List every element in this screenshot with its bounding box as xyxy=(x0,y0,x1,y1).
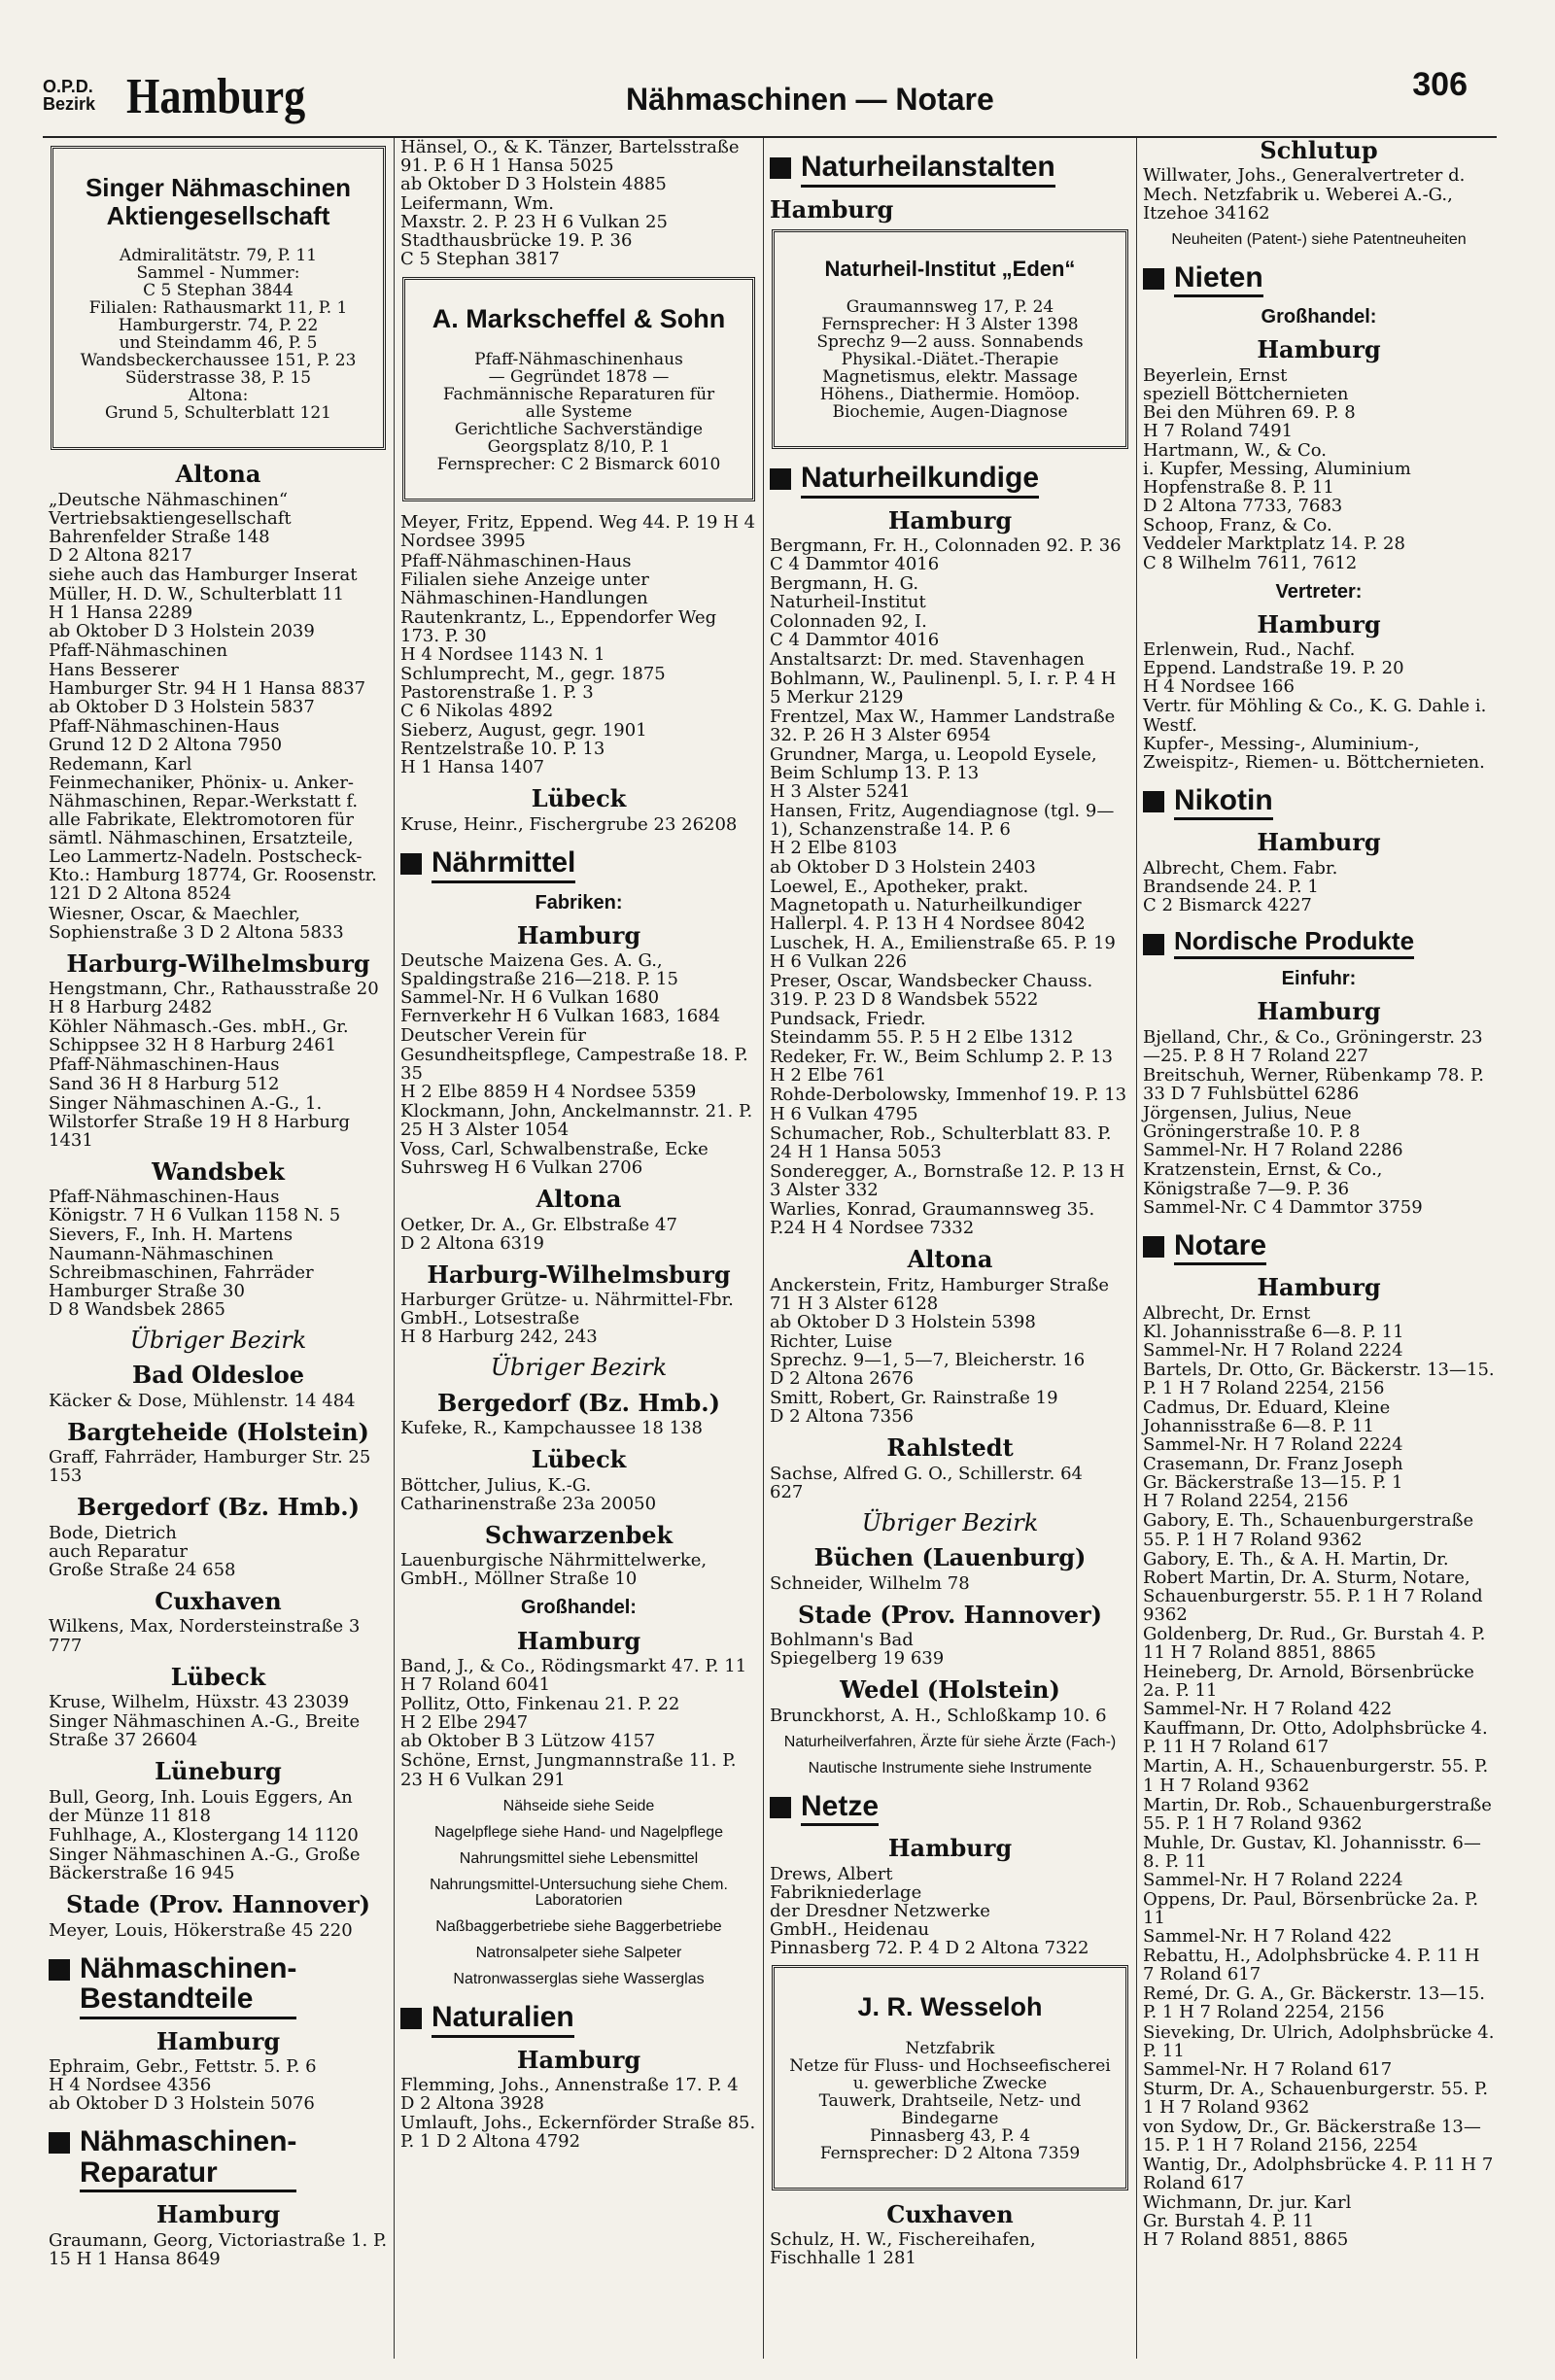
ad-markscheffel xyxy=(402,277,755,502)
cross-reference: Naturheilverfahren, Ärzte für siehe Ärzte (Fach-) xyxy=(783,1733,1117,1750)
section-title: Naturheilanstalten xyxy=(801,152,1055,188)
directory-entry: Pfaff-Nähmaschinen-Haus Sand 36 H 8 Harburg 512 xyxy=(49,1054,280,1094)
directory-entry: Albrecht, Dr. Ernst Kl. Johannisstraße 6—8. P. 11 Sammel-Nr. H 7 Roland 2224 xyxy=(1143,1302,1404,1361)
directory-entry: Crasemann, Dr. Franz Joseph Gr. Bäckerstraße 13—15. P. 1 H 7 Roland 2254, 2156 xyxy=(1143,1454,1403,1512)
directory-entry: Redeker, Fr. W., Beim Schlump 2. P. 13 H 2 Elbe 761 xyxy=(770,1047,1113,1087)
heading-hamburg: Hamburg xyxy=(770,194,894,224)
section-title: Nähmaschinen- Reparatur xyxy=(80,2126,296,2192)
directory-entry: Grundner, Marga, u. Leopold Eysele, Beim Schlump 13. P. 13 H 3 Alster 5241 xyxy=(770,744,1097,803)
directory-entry: Hänsel, O., & K. Tänzer, Bartelsstraße 91. P. 6 H 1 Hansa 5025 ab Oktober D 3 Holstein 4885 xyxy=(400,138,740,195)
entries xyxy=(49,1617,388,1654)
entries xyxy=(49,1788,388,1882)
directory-entry: Pollitz, Otto, Finkenau 21. P. 22 H 2 Elbe 2947 ab Oktober B 3 Lützow 4157 xyxy=(400,1694,680,1752)
heading-cuxhaven: Cuxhaven xyxy=(886,2199,1014,2228)
directory-entry: Schulz, H. W., Fischereihafen, Fischhalle 1 281 xyxy=(770,2229,1036,2269)
section-title: Nordische Produkte xyxy=(1174,928,1414,959)
directory-entry: Erlenwein, Rud., Nachf. Eppend. Landstraße 19. P. 20 H 4 Nordsee 166 xyxy=(1143,639,1404,698)
section-marker-icon xyxy=(1143,934,1164,955)
directory-entry: Klockmann, John, Anckelmannstr. 21. P. 25 H 3 Alster 1054 xyxy=(400,1100,753,1140)
directory-entry: Köhler Nähmasch.-Ges. mbH., Gr. Schippsee 32 H 8 Harburg 2461 xyxy=(49,1017,349,1056)
entries xyxy=(49,1693,388,1749)
cross-reference: Nahrungsmittel-Untersuchung siehe Chem. Laboratorien xyxy=(430,1876,728,1910)
section-marker-icon xyxy=(770,1797,791,1818)
entries xyxy=(770,1465,1130,1501)
section-nikotin xyxy=(1143,785,1495,821)
cross-reference: Natronsalpeter siehe Salpeter xyxy=(475,1945,682,1962)
heading-oldesloe: Bad Oldesloe xyxy=(132,1361,304,1390)
section-marker-icon xyxy=(1143,268,1164,290)
entries xyxy=(1143,366,1495,572)
directory-entry: Bergmann, H. G. Naturheil-Institut Colonnaden 92, I. C 4 Dammtor 4016 xyxy=(770,573,940,650)
heading-harburg: Harburg-Wilhelmsburg xyxy=(66,949,370,978)
directory-entry: Sturm, Dr. A., Schauenburgerstr. 55. P. 1 H 7 Roland 9362 xyxy=(1143,2078,1489,2118)
directory-entry: Fuhlhage, A., Klostergang 14 1120 xyxy=(49,1824,359,1845)
entries xyxy=(49,1448,388,1485)
entries xyxy=(400,1216,757,1253)
entries xyxy=(1143,640,1495,772)
directory-entry: Graff, Fahrräder, Hamburger Str. 25 153 xyxy=(49,1447,371,1487)
entries xyxy=(49,1921,388,1940)
heading-bergedorf: Bergedorf (Bz. Hmb.) xyxy=(437,1388,720,1417)
directory-entry: Redemann, Karl Feinmechaniker, Phönix- u. Anker-Nähmaschinen, Repar.-Werkstatt f. alle Fabrikate, Elektromotoren für sämtl. Nähmaschinen, Ersatzteile, Leo Lammertz-Nadeln. Postscheck-Kto.: Hamburg 18774, Gr. Roosenstr. 121 D 2 Altona 8524 xyxy=(49,753,377,905)
entries xyxy=(400,1476,757,1513)
directory-entry: Pfaff-Nähmaschinen-Haus Königstr. 7 H 6 Vulkan 1158 N. 5 xyxy=(49,1187,341,1226)
directory-entry: Willwater, Johs., Generalvertreter d. Mech. Netzfabrik u. Weberei A.-G., Itzehoe 34162 xyxy=(1143,165,1466,224)
section-marker-icon xyxy=(49,1959,70,1981)
directory-entry: Bergmann, Fr. H., Colonnaden 92. P. 36 C 4 Dammtor 4016 xyxy=(770,535,1122,575)
section-marker-icon xyxy=(770,468,791,490)
entries xyxy=(49,980,388,1150)
ad-eden xyxy=(772,229,1128,449)
heading-hamburg: Hamburg xyxy=(1257,609,1381,638)
heading-hamburg: Hamburg xyxy=(156,2026,281,2055)
directory-entry: Albrecht, Chem. Fabr. Brandsende 24. P. 1 C 2 Bismarck 4227 xyxy=(1143,857,1338,915)
directory-entry: Harburger Grütze- u. Nährmittel-Fbr. GmbH., Lotsestraße H 8 Harburg 242, 243 xyxy=(400,1290,734,1348)
ad-singer-name: Singer Nähmaschinen Aktiengesellschaft xyxy=(85,173,352,230)
entries xyxy=(49,1188,388,1319)
label-grosshandel: Großhandel: xyxy=(1261,306,1377,328)
directory-entry: Martin, Dr. Rob., Schauenburgerstraße 55. P. 1 H 7 Roland 9362 xyxy=(1143,1794,1492,1834)
directory-entry: Smitt, Robert, Gr. Rainstraße 19 D 2 Altona 7356 xyxy=(770,1388,1058,1428)
city-title: Hamburg xyxy=(126,69,306,124)
section-netze xyxy=(770,1791,1130,1827)
entries xyxy=(770,536,1130,1237)
page-number: 306 xyxy=(1412,66,1468,103)
section-nieten xyxy=(1143,262,1495,298)
heading-stade: Stade (Prov. Hannover) xyxy=(65,1890,371,1919)
heading-altona: Altona xyxy=(175,460,261,489)
directory-entry: Goldenberg, Dr. Rud., Gr. Burstah 4. P. 11 H 7 Roland 8851, 8865 xyxy=(1143,1623,1486,1663)
heading-hamburg: Hamburg xyxy=(1257,997,1381,1026)
cross-reference: Nähseide siehe Seide xyxy=(502,1797,655,1814)
section-title: Nährmittel xyxy=(432,847,575,883)
directory-entry: Gabory, E. Th., Schauenburgerstraße 55. P. 1 H 7 Roland 9362 xyxy=(1143,1510,1474,1550)
heading-hamburg: Hamburg xyxy=(516,2045,641,2074)
entries xyxy=(49,1524,388,1579)
directory-entry: Remé, Dr. G. A., Gr. Bäckerstr. 13—15. P. 1 H 7 Roland 2254, 2156 xyxy=(1143,1983,1485,2023)
ad-wesseloh xyxy=(772,1965,1128,2190)
section-title: Notare xyxy=(1174,1230,1266,1266)
directory-entry: Bartels, Dr. Otto, Gr. Bäckerstr. 13—15. P. 1 H 7 Roland 2254, 2156 xyxy=(1143,1359,1495,1398)
heading-uebriger-bezirk: Übriger Bezirk xyxy=(129,1326,307,1354)
entries xyxy=(770,1574,1130,1593)
directory-entry: Jörgensen, Julius, Neue Gröningerstraße 10. P. 8 Sammel-Nr. H 7 Roland 2286 xyxy=(1143,1103,1403,1161)
directory-entry: Müller, H. D. W., Schulterblatt 11 H 1 Hansa 2289 ab Oktober D 3 Holstein 2039 xyxy=(49,584,345,642)
entries xyxy=(400,138,757,269)
cross-reference: Nautische Instrumente siehe Instrumente xyxy=(808,1759,1092,1776)
directory-entry: Singer Nähmaschinen A.-G., Große Bäckerstraße 16 945 xyxy=(49,1844,361,1884)
entries xyxy=(49,2057,388,2113)
ad-markscheffel-body: Pfaff-Nähmaschinenhaus — Gegründet 1878 — Fachmännische Reparaturen für alle Systeme Gerichtliche Sachverständige Georgsplatz 8/10, P. 1 Fernsprecher: C 2 Bismarck 6010 xyxy=(436,350,721,475)
section-naturheilkundige xyxy=(770,463,1130,499)
district-label: O.P.D. Bezirk xyxy=(43,77,96,114)
section-title: Naturheilkundige xyxy=(801,463,1039,499)
ad-singer xyxy=(51,146,386,450)
ad-eden-name: Naturheil-Institut „Eden“ xyxy=(824,256,1076,281)
section-naturheilanstalten xyxy=(770,152,1130,188)
directory-entry: Kauffmann, Dr. Otto, Adolphsbrücke 4. P. 11 H 7 Roland 617 xyxy=(1143,1718,1488,1758)
directory-entry: Bull, Georg, Inh. Louis Eggers, An der Münze 11 818 xyxy=(49,1786,353,1826)
section-title: Naturalien xyxy=(432,2002,574,2038)
heading-luebeck: Lübeck xyxy=(531,1445,627,1474)
directory-entry: Kufeke, R., Kampchaussee 18 138 xyxy=(400,1418,703,1439)
heading-hamburg: Hamburg xyxy=(516,920,641,949)
directory-entry: Pfaff-Nähmaschinen-Haus Filialen siehe Anzeige unter Nähmaschinen-Handlungen xyxy=(400,550,649,608)
directory-entry: Kruse, Wilhelm, Hüxstr. 43 23039 xyxy=(49,1692,350,1713)
cross-reference: Nagelpflege siehe Hand- und Nagelpflege xyxy=(433,1823,724,1841)
directory-entry: Sachse, Alfred G. O., Schillerstr. 64 627 xyxy=(770,1463,1084,1502)
directory-entry: Sievers, F., Inh. H. Martens Naumann-Nähmaschinen Schreibmaschinen, Fahrräder Hamburger Straße 30 D 8 Wandsbek 2865 xyxy=(49,1224,314,1320)
directory-entry: Brunckhorst, A. H., Schloßkamp 10. 6 xyxy=(770,1705,1107,1726)
directory-entry: Frentzel, Max W., Hammer Landstraße 32. P. 26 H 3 Alster 6954 xyxy=(770,706,1116,745)
directory-entry: Schoop, Franz, & Co. Veddeler Marktplatz 14. P. 28 C 8 Wilhelm 7611, 7612 xyxy=(1143,515,1405,573)
heading-lueneburg: Lüneburg xyxy=(155,1757,282,1786)
heading-bergedorf: Bergedorf (Bz. Hmb.) xyxy=(77,1493,360,1522)
directory-entry: Meyer, Fritz, Eppend. Weg 44. P. 19 H 4 Nordsee 3995 xyxy=(400,512,756,552)
cross-reference: Neuheiten (Patent-) siehe Patentneuheiten xyxy=(1171,230,1467,248)
directory-entry: Anstaltsarzt: Dr. med. Stavenhagen xyxy=(770,648,1085,670)
heading-altona: Altona xyxy=(907,1245,993,1274)
directory-entry: Bohlmann's Bad Spiegelberg 19 639 xyxy=(770,1630,945,1670)
heading-cuxhaven: Cuxhaven xyxy=(155,1587,282,1616)
section-marker-icon xyxy=(1143,1236,1164,1258)
directory-entry: Wantig, Dr., Adolphsbrücke 4. P. 11 H 7 Roland 617 xyxy=(1143,2155,1494,2194)
cross-references xyxy=(770,1735,1130,1777)
directory-entry: Drews, Albert Fabrikniederlage der Dresdner Netzwerke GmbH., Heidenau Pinnasberg 72. P. 4 D 2 Altona 7322 xyxy=(770,1863,1089,1958)
entries xyxy=(770,1631,1130,1668)
directory-entry: Cadmus, Dr. Eduard, Kleine Johannisstraße 6—8. P. 11 Sammel-Nr. H 7 Roland 2224 xyxy=(1143,1397,1403,1456)
directory-entry: Kratzenstein, Ernst, & Co., Königstraße 7—9. P. 36 Sammel-Nr. C 4 Dammtor 3759 xyxy=(1143,1159,1423,1218)
directory-entry: Graumann, Georg, Victoriastraße 1. P. 15 H 1 Hansa 8649 xyxy=(49,2229,388,2269)
directory-entry: Leifermann, Wm. Maxstr. 2. P. 23 H 6 Vulkan 25 Stadthausbrücke 19. P. 36 C 5 Stephan 3817 xyxy=(400,193,668,270)
entries xyxy=(1143,1304,1495,2250)
entries xyxy=(770,1707,1130,1725)
directory-entry: Pundsack, Friedr. Steindamm 55. P. 5 H 2 Elbe 1312 xyxy=(770,1009,1074,1049)
entries xyxy=(49,491,388,942)
section-marker-icon xyxy=(400,853,422,875)
heading-hamburg: Hamburg xyxy=(887,1834,1013,1863)
directory-entry: Oetker, Dr. A., Gr. Elbstraße 47 D 2 Altona 6319 xyxy=(400,1214,677,1254)
directory-entry: Gabory, E. Th., & A. H. Martin, Dr. Robert Martin, Dr. A. Sturm, Notare, Schauenburgerstr. 55. P. 1 H 7 Roland 9362 xyxy=(1143,1548,1483,1625)
directory-entry: Bohlmann, W., Paulinenpl. 5, I. r. P. 4 H 5 Merkur 2129 xyxy=(770,668,1117,707)
directory-entry: Deutsche Maizena Ges. A. G., Spaldingstraße 216—218. P. 15 Sammel-Nr. H 6 Vulkan 1680 Fernverkehr H 6 Vulkan 1683, 1684 xyxy=(400,950,721,1027)
directory-entry: Schöne, Ernst, Jungmannstraße 11. P. 23 H 6 Vulkan 291 xyxy=(400,1750,737,1790)
entries xyxy=(400,513,757,776)
cross-reference: Naßbaggerbetriebe siehe Baggerbetriebe xyxy=(435,1918,722,1936)
entries xyxy=(400,1657,757,1789)
section-marker-icon xyxy=(49,2132,70,2154)
ad-singer-body: Admiralitätstr. 79, P. 11 Sammel - Nummer: C 5 Stephan 3844 Filialen: Rathausmarkt 11, P. 1 Hamburgerstr. 74, P. 22 und Steindamm 46, P. 5 Wandsbeckerchaussee 151, P. 23 Süderstrasse 38, P. 15 Altona: Grund 5, Schulterblatt 121 xyxy=(80,246,357,424)
entries xyxy=(1143,1028,1495,1217)
directory-entry: siehe auch das Hamburger Inserat xyxy=(49,565,358,586)
label-einfuhr: Einfuhr: xyxy=(1281,968,1357,990)
directory-entry: Umlauft, Johs., Eckernförder Straße 85. P. 1 D 2 Altona 4792 xyxy=(400,2113,756,2153)
heading-hamburg: Hamburg xyxy=(887,505,1013,535)
section-nordische-produkte xyxy=(1143,925,1495,959)
section-naehrmittel xyxy=(400,847,757,883)
directory-entry: Ephraim, Gebr., Fettstr. 5. P. 6 H 4 Nordsee 4356 ab Oktober D 3 Holstein 5076 xyxy=(49,2056,317,2115)
directory-entry: Singer Nähmaschinen A.-G., 1. Wilstorfer Straße 19 H 8 Harburg 1431 xyxy=(49,1092,351,1151)
directory-entry: Loewel, E., Apotheker, prakt. Magnetopath u. Naturheilkundiger Hallerpl. 4. P. 13 H 4 Nordsee 8042 xyxy=(770,876,1086,934)
directory-entry: Rohde-Derbolowsky, Immenhof 19. P. 13 H 6 Vulkan 4795 xyxy=(770,1085,1127,1124)
ad-eden-body: Graumannsweg 17, P. 24 Fernsprecher: H 3 Alster 1398 Sprechz 9—2 auss. Sonnabends Physikal.-Diätet.-Therapie Magnetismus, elektr. Massage Höhens., Diathermie. Homöop. Biochemie, Augen-Diagnose xyxy=(816,297,1084,423)
directory-entry: Sieveking, Dr. Ulrich, Adolphsbrücke 4. P. 11 Sammel-Nr. H 7 Roland 617 xyxy=(1143,2021,1495,2080)
cross-reference: Nahrungsmittel siehe Lebensmittel xyxy=(459,1849,699,1867)
column-3 xyxy=(764,138,1137,2359)
entries xyxy=(49,1392,388,1410)
cross-references xyxy=(1143,232,1495,249)
heading-rahlstedt: Rahlstedt xyxy=(886,1433,1014,1463)
directory-entry: Muhle, Dr. Gustav, Kl. Johannisstr. 6—8. P. 11 Sammel-Nr. H 7 Roland 2224 xyxy=(1143,1832,1481,1890)
directory-entry: Band, J., & Co., Rödingsmarkt 47. P. 11 H 7 Roland 6041 xyxy=(400,1656,747,1696)
heading-wandsbek: Wandsbek xyxy=(152,1156,285,1186)
heading-uebriger-bezirk: Übriger Bezirk xyxy=(861,1508,1039,1536)
entries xyxy=(400,2076,757,2151)
directory-entry: „Deutsche Nähmaschinen“ Vertriebsaktiengesellschaft Bahrenfelder Straße 148 D 2 Altona 8217 xyxy=(49,489,292,567)
directory-entry: Sieberz, August, gegr. 1901 Rentzelstraße 10. P. 13 H 1 Hansa 1407 xyxy=(400,720,647,778)
directory-entry: Luschek, H. A., Emilienstraße 65. P. 19 H 6 Vulkan 226 xyxy=(770,932,1116,972)
directory-entry: Kruse, Heinr., Fischergrube 23 26208 xyxy=(400,813,738,835)
entries xyxy=(1143,859,1495,914)
heading-luebeck: Lübeck xyxy=(531,784,627,813)
running-title: Nähmaschinen — Notare xyxy=(626,82,994,117)
entries xyxy=(770,1865,1130,1957)
directory-entry: Warlies, Konrad, Graumannsweg 35. P.24 H 4 Nordsee 7332 xyxy=(770,1198,1095,1239)
section-title: Nikotin xyxy=(1174,785,1273,821)
page-header xyxy=(43,68,1497,138)
heading-schwarzenbek: Schwarzenbek xyxy=(484,1520,674,1549)
directory-entry: Käcker & Dose, Mühlenstr. 14 484 xyxy=(49,1390,356,1411)
directory-entry: Voss, Carl, Schwalbenstraße, Ecke Suhrsweg H 6 Vulkan 2706 xyxy=(400,1138,708,1178)
directory-entry: Sonderegger, A., Bornstraße 12. P. 13 H 3 Alster 332 xyxy=(770,1160,1125,1200)
heading-wedel: Wedel (Holstein) xyxy=(840,1675,1060,1705)
directory-columns xyxy=(43,138,1501,2359)
directory-entry: Rautenkrantz, L., Eppendorfer Weg 173. P. 30 H 4 Nordsee 1143 N. 1 xyxy=(400,606,717,665)
directory-entry: Hansen, Fritz, Augendiagnose (tgl. 9—1), Schanzenstraße 14. P. 6 H 2 Elbe 8103 ab Oktober D 3 Holstein 2403 xyxy=(770,801,1115,878)
directory-entry: Bjelland, Chr., & Co., Gröningerstr. 23—25. P. 8 H 7 Roland 227 xyxy=(1143,1026,1483,1066)
heading-bargteheide: Bargteheide (Holstein) xyxy=(67,1417,369,1446)
section-title: Nähmaschinen- Bestandteile xyxy=(80,1953,296,2019)
directory-entry: Pfaff-Nähmaschinen-Haus Grund 12 D 2 Altona 7950 xyxy=(49,715,283,755)
directory-entry: Schlumprecht, M., gegr. 1875 Pastorenstraße 1. P. 3 C 6 Nikolas 4892 xyxy=(400,664,666,722)
heading-buechen: Büchen (Lauenburg) xyxy=(813,1543,1087,1572)
directory-entry: Deutscher Verein für Gesundheitspflege, Campestraße 18. P. 35 H 2 Elbe 8859 H 4 Nordsee 5359 xyxy=(400,1025,748,1102)
entries xyxy=(400,1419,757,1437)
column-4 xyxy=(1137,138,1501,2359)
entries xyxy=(770,1276,1130,1427)
label-grosshandel: Großhandel: xyxy=(521,1597,637,1619)
entries xyxy=(770,2230,1130,2267)
section-naehmaschinen-bestandteile xyxy=(49,1953,388,2019)
directory-entry: Martin, A. H., Schauenburgerstr. 55. P. 1 H 7 Roland 9362 xyxy=(1143,1756,1489,1796)
cross-reference: Natronwasserglas siehe Wasserglas xyxy=(453,1971,705,1988)
entries xyxy=(400,815,757,834)
directory-entry: Heineberg, Dr. Arnold, Börsenbrücke 2a. P. 11 Sammel-Nr. H 7 Roland 422 xyxy=(1143,1662,1474,1720)
directory-entry: Vertr. für Möhling & Co., K. G. Dahle i. Westf. Kupfer-, Messing-, Aluminium-, Zweispitz-, Riemen- u. Böttchernieten. xyxy=(1143,696,1487,773)
heading-hamburg: Hamburg xyxy=(156,2200,281,2229)
directory-entry: Singer Nähmaschinen A.-G., Breite Straße 37 26604 xyxy=(49,1711,361,1751)
section-notare xyxy=(1143,1230,1495,1266)
directory-entry: Flemming, Johs., Annenstraße 17. P. 4 D 2 Altona 3928 xyxy=(400,2075,739,2115)
entries xyxy=(1143,166,1495,222)
directory-entry: Richter, Luise Sprechz. 9—1, 5—7, Bleicherstr. 16 D 2 Altona 2676 xyxy=(770,1330,1086,1389)
heading-luebeck: Lübeck xyxy=(170,1662,266,1691)
directory-entry: Beyerlein, Ernst speziell Böttchernieten Bei den Mühren 69. P. 8 H 7 Roland 7491 xyxy=(1143,364,1356,441)
directory-entry: Rebattu, H., Adolphsbrücke 4. P. 11 H 7 Roland 617 xyxy=(1143,1946,1480,1985)
entries xyxy=(400,1551,757,1588)
directory-entry: Schneider, Wilhelm 78 xyxy=(770,1572,970,1594)
section-marker-icon xyxy=(1143,791,1164,812)
section-naturalien xyxy=(400,2002,757,2038)
directory-entry: Anckerstein, Fritz, Hamburger Straße 71 H 3 Alster 6128 ab Oktober D 3 Holstein 5398 xyxy=(770,1274,1110,1332)
column-2 xyxy=(395,138,764,2359)
directory-entry: Wiesner, Oscar, & Maechler, Sophienstraße 3 D 2 Altona 5833 xyxy=(49,903,344,943)
section-naehmaschinen-reparatur xyxy=(49,2126,388,2192)
directory-entry: Wilkens, Max, Nordersteinstraße 3 777 xyxy=(49,1616,361,1656)
heading-harburg: Harburg-Wilhelmsburg xyxy=(427,1259,731,1289)
label-vertreter: Vertreter: xyxy=(1275,580,1363,603)
ad-wesseloh-body: Netzfabrik Netze für Fluss- und Hochseefischerei u. gewerbliche Zwecke Tauwerk, Drahtseile, Netz- und Bindegarne Pinnasberg 43, P. 4 Fernsprecher: D 2 Altona 7359 xyxy=(789,2038,1111,2163)
directory-entry: Böttcher, Julius, K.-G. Catharinenstraße 23a 20050 xyxy=(400,1474,657,1514)
cross-references xyxy=(400,1799,757,1989)
heading-altona: Altona xyxy=(536,1185,622,1214)
entries xyxy=(400,1291,757,1346)
directory-entry: Schumacher, Rob., Schulterblatt 83. P. 24 H 1 Hansa 5053 xyxy=(770,1122,1112,1162)
directory-entry: Wichmann, Dr. jur. Karl Gr. Burstah 4. P. 11 H 7 Roland 8851, 8865 xyxy=(1143,2192,1352,2251)
section-title: Nieten xyxy=(1174,262,1263,298)
directory-entry: Bode, Dietrich auch Reparatur Große Straße 24 658 xyxy=(49,1522,236,1580)
directory-entry: Lauenburgische Nährmittelwerke, GmbH., Möllner Straße 10 xyxy=(400,1550,708,1590)
heading-hamburg: Hamburg xyxy=(516,1626,641,1655)
directory-entry: Hartmann, W., & Co. i. Kupfer, Messing, Aluminium Hopfenstraße 8. P. 11 D 2 Altona 7733, 7683 xyxy=(1143,440,1411,517)
directory-entry: von Sydow, Dr., Gr. Bäckerstraße 13—15. P. 1 H 7 Roland 2156, 2254 xyxy=(1143,2116,1481,2156)
directory-entry: Pfaff-Nähmaschinen Hans Besserer Hamburger Str. 94 H 1 Hansa 8837 ab Oktober D 3 Holstein 5837 xyxy=(49,640,366,717)
heading-uebriger-bezirk: Übriger Bezirk xyxy=(490,1354,668,1382)
heading-schlutup: Schlutup xyxy=(1260,138,1378,164)
entries xyxy=(49,2231,388,2268)
heading-hamburg: Hamburg xyxy=(1257,1273,1381,1302)
column-1 xyxy=(43,138,395,2359)
ad-wesseloh-name: J. R. Wesseloh xyxy=(857,1992,1043,2022)
section-marker-icon xyxy=(770,157,791,179)
heading-hamburg: Hamburg xyxy=(1257,335,1381,364)
section-marker-icon xyxy=(400,2008,422,2029)
heading-hamburg: Hamburg xyxy=(1257,828,1381,857)
directory-entry: Hengstmann, Chr., Rathausstraße 20 H 8 Harburg 2482 xyxy=(49,979,379,1018)
directory-entry: Breitschuh, Werner, Rübenkamp 78. P. 33 D 7 Fuhlsbüttel 6286 xyxy=(1143,1065,1485,1105)
label-fabriken: Fabriken: xyxy=(535,891,623,914)
heading-stade: Stade (Prov. Hannover) xyxy=(797,1600,1103,1629)
entries xyxy=(400,951,757,1177)
directory-entry: Oppens, Dr. Paul, Börsenbrücke 2a. P. 11 Sammel-Nr. H 7 Roland 422 xyxy=(1143,1889,1479,1948)
directory-entry: Meyer, Louis, Hökerstraße 45 220 xyxy=(49,1919,353,1941)
ad-markscheffel-name: A. Markscheffel & Sohn xyxy=(432,303,726,333)
section-title: Netze xyxy=(801,1791,879,1827)
directory-entry: Preser, Oscar, Wandsbecker Chauss. 319. P. 23 D 8 Wandsbek 5522 xyxy=(770,971,1093,1011)
